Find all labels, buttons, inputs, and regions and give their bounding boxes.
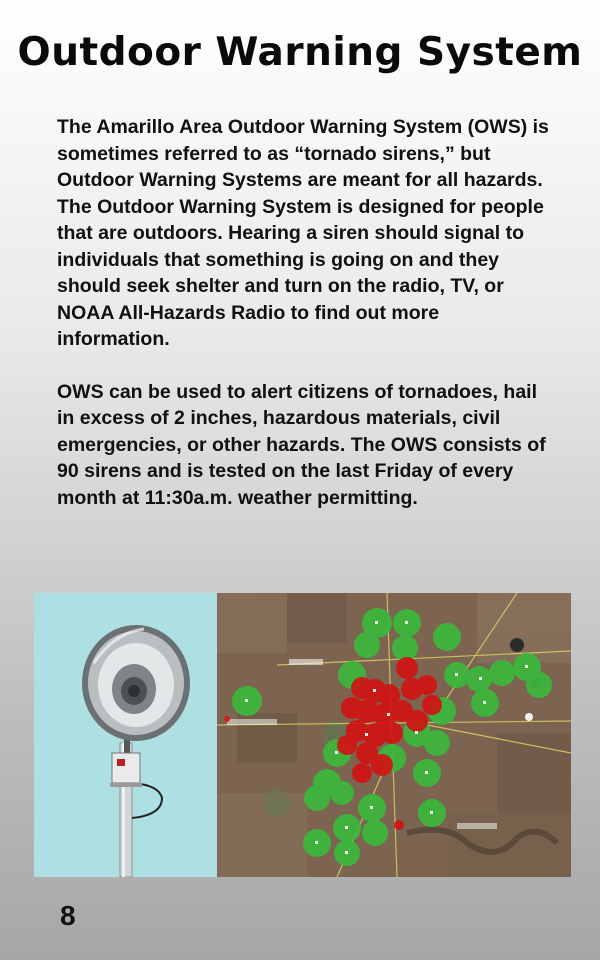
paragraph-intro: The Amarillo Area Outdoor Warning System (OWS) is sometimes referred to as “tornado sirens,” but Outdoor Warning Systems are meant for all hazards. The Outdoor Warning System is designed for people that are outdoors. Hearing a siren should signal to individuals that something is going on and they should seek shelter and turn on the radio, TV, or NOAA All-Hazards Radio to find out more information. xyxy=(57,116,549,350)
siren-photo xyxy=(34,593,217,877)
siren-coverage-map xyxy=(217,593,571,877)
page-title: Outdoor Warning System xyxy=(17,30,583,75)
paragraph-ows-uses: OWS can be used to alert citizens of tornadoes, hail in excess of 2 inches, hazardous materials, civil emergencies, or other hazards. The OWS consists of 90 sirens and is tested on the last Friday of every month at 11:30a.m. weather permitting. xyxy=(57,380,546,509)
photo-strip xyxy=(34,593,571,877)
page-number: 8 xyxy=(60,900,76,931)
body-text xyxy=(57,114,557,537)
